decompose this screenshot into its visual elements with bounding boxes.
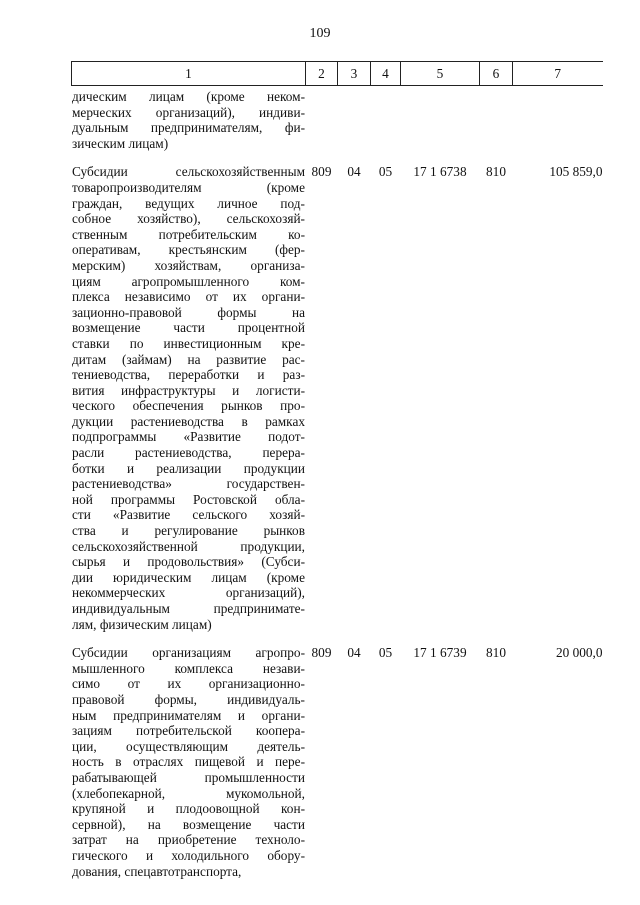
description-line: ным предпринимателям и органи-: [72, 707, 305, 723]
description-line: крупяной и плодоовощной кон-: [72, 801, 305, 817]
description-line: некоммерческих организаций),: [72, 585, 305, 601]
row-target-article-code: 17 1 6739: [413, 645, 467, 661]
description-line: мерским) хозяйствам, организа-: [72, 257, 305, 273]
table-body: [72, 86, 603, 880]
description-line: ции, осуществляющим деятель-: [72, 738, 305, 754]
description-line: собное хозяйство), сельскохозяй-: [72, 211, 305, 227]
row-description: [72, 86, 306, 152]
description-line: ственным потребительским ко-: [72, 226, 305, 242]
header-col-6: 6: [480, 62, 513, 86]
row-amount: 105 859,0: [549, 164, 603, 180]
table-row: [72, 645, 603, 879]
header-col-7: 7: [513, 62, 603, 86]
description-line: Субсидии сельскохозяйственным: [72, 164, 305, 180]
description-line: Субсидии организациям агропро-: [72, 645, 305, 661]
description-line: возмещение части процентной: [72, 320, 305, 336]
description-line: товаропроизводителям (кроме: [72, 179, 305, 195]
row-spacer: [72, 151, 603, 164]
spacer-cell: [513, 632, 603, 645]
description-line: сырья и продовольствия» (Субси-: [72, 554, 305, 570]
description-line: ства и регулирование рынков: [72, 523, 305, 539]
row-section-code: [338, 86, 371, 152]
description-line: зационно-правовой формы на: [72, 304, 305, 320]
table-row: [72, 86, 603, 152]
description-line: дования, спецавтотранспорта,: [72, 863, 242, 879]
description-line: дии юридическим лицам (кроме: [72, 569, 305, 585]
header-row: [72, 62, 603, 86]
page-number: 109: [309, 26, 331, 41]
description-line: зациям потребительской коопера-: [72, 723, 305, 739]
description-line: граждан, ведущих личное под-: [72, 195, 305, 211]
row-description: [72, 645, 306, 879]
spacer-cell: [306, 632, 338, 645]
row-expense-type-code: 810: [486, 645, 506, 661]
description-line: сельскохозяйственной продукции,: [72, 538, 305, 554]
description-line: растениеводства» государствен-: [72, 476, 305, 492]
row-subsection-code: 05: [378, 645, 393, 661]
header-col-3: 3: [338, 62, 371, 86]
description-line: сти «Развитие сельского хозяй-: [72, 507, 305, 523]
description-line: дукции растениеводства в рамках: [72, 413, 305, 429]
description-line: циям агропромышленного ком-: [72, 273, 305, 289]
description-line: затрат на приобретение техноло-: [72, 832, 305, 848]
row-ministry-code: 809: [311, 164, 332, 180]
description-line: ность в отраслях пищевой и пере-: [72, 754, 305, 770]
description-line: расли растениеводства, перера-: [72, 445, 305, 461]
spacer-cell: [480, 151, 513, 164]
row-target-article-code: [401, 86, 480, 152]
description-line: тениеводства, переработки и раз-: [72, 367, 305, 383]
row-amount: [513, 86, 603, 152]
description-line: подпрограммы «Развитие подот-: [72, 429, 305, 445]
description-line: индивидуальным предпринимате-: [72, 601, 305, 616]
table-row: [72, 164, 603, 632]
header-col-1: 1: [72, 62, 306, 86]
spacer-cell: [371, 151, 401, 164]
spacer-cell: [306, 151, 338, 164]
row-target-article-code: 17 1 6738: [413, 164, 467, 180]
row-section-code: 04: [347, 645, 361, 661]
spacer-cell: [338, 632, 371, 645]
description-line: (хлебопекарной, мукомольной,: [72, 785, 305, 801]
description-line: плекса независимо от их органи-: [72, 289, 305, 305]
description-line: ставки по инвестиционным кре-: [72, 335, 305, 351]
row-spacer: [72, 632, 603, 645]
description-line: зическим лицам): [72, 135, 169, 151]
row-amount: 20 000,0: [555, 645, 603, 661]
row-ministry-code: [306, 86, 338, 152]
row-section-code: 04: [347, 164, 361, 180]
spacer-cell: [338, 151, 371, 164]
description-line: ческого обеспечения рынков про-: [72, 398, 305, 414]
description-line: дуальным предпринимателям, фи-: [72, 120, 305, 136]
description-line: сервной), на возмещение части: [72, 816, 305, 832]
row-expense-type-code: [480, 86, 513, 152]
header-col-4: 4: [371, 62, 401, 86]
spacer-cell: [72, 632, 306, 645]
description-line: правовой формы, индивидуаль-: [72, 691, 305, 707]
budget-table: [71, 61, 603, 879]
description-line: лям, физическим лицам): [72, 616, 212, 632]
spacer-cell: [401, 632, 480, 645]
row-subsection-code: [371, 86, 401, 152]
row-ministry-code: 809: [311, 645, 332, 661]
description-line: ботки и реализации продукции: [72, 460, 305, 476]
description-line: симо от их организационно-: [72, 676, 305, 692]
description-line: оперативам, крестьянским (фер-: [72, 242, 305, 258]
description-line: ной программы Ростовской обла-: [72, 491, 305, 507]
spacer-cell: [513, 151, 603, 164]
spacer-cell: [401, 151, 480, 164]
header-col-2: 2: [306, 62, 338, 86]
description-line: гического и холодильного обору-: [72, 847, 305, 863]
description-line: вития инфраструктуры и логисти-: [72, 382, 305, 398]
spacer-cell: [480, 632, 513, 645]
row-subsection-code: 05: [378, 164, 393, 180]
spacer-cell: [72, 151, 306, 164]
description-line: рабатывающей промышленности: [72, 769, 305, 785]
row-description: [72, 164, 306, 632]
spacer-cell: [371, 632, 401, 645]
row-expense-type-code: 810: [486, 164, 506, 180]
description-line: дитам (займам) на развитие рас-: [72, 351, 305, 367]
description-line: дическим лицам (кроме неком-: [72, 89, 305, 104]
header-col-5: 5: [401, 62, 480, 86]
description-line: мерческих организаций), индиви-: [72, 104, 305, 120]
description-line: мышленного комплекса незави-: [72, 660, 305, 676]
